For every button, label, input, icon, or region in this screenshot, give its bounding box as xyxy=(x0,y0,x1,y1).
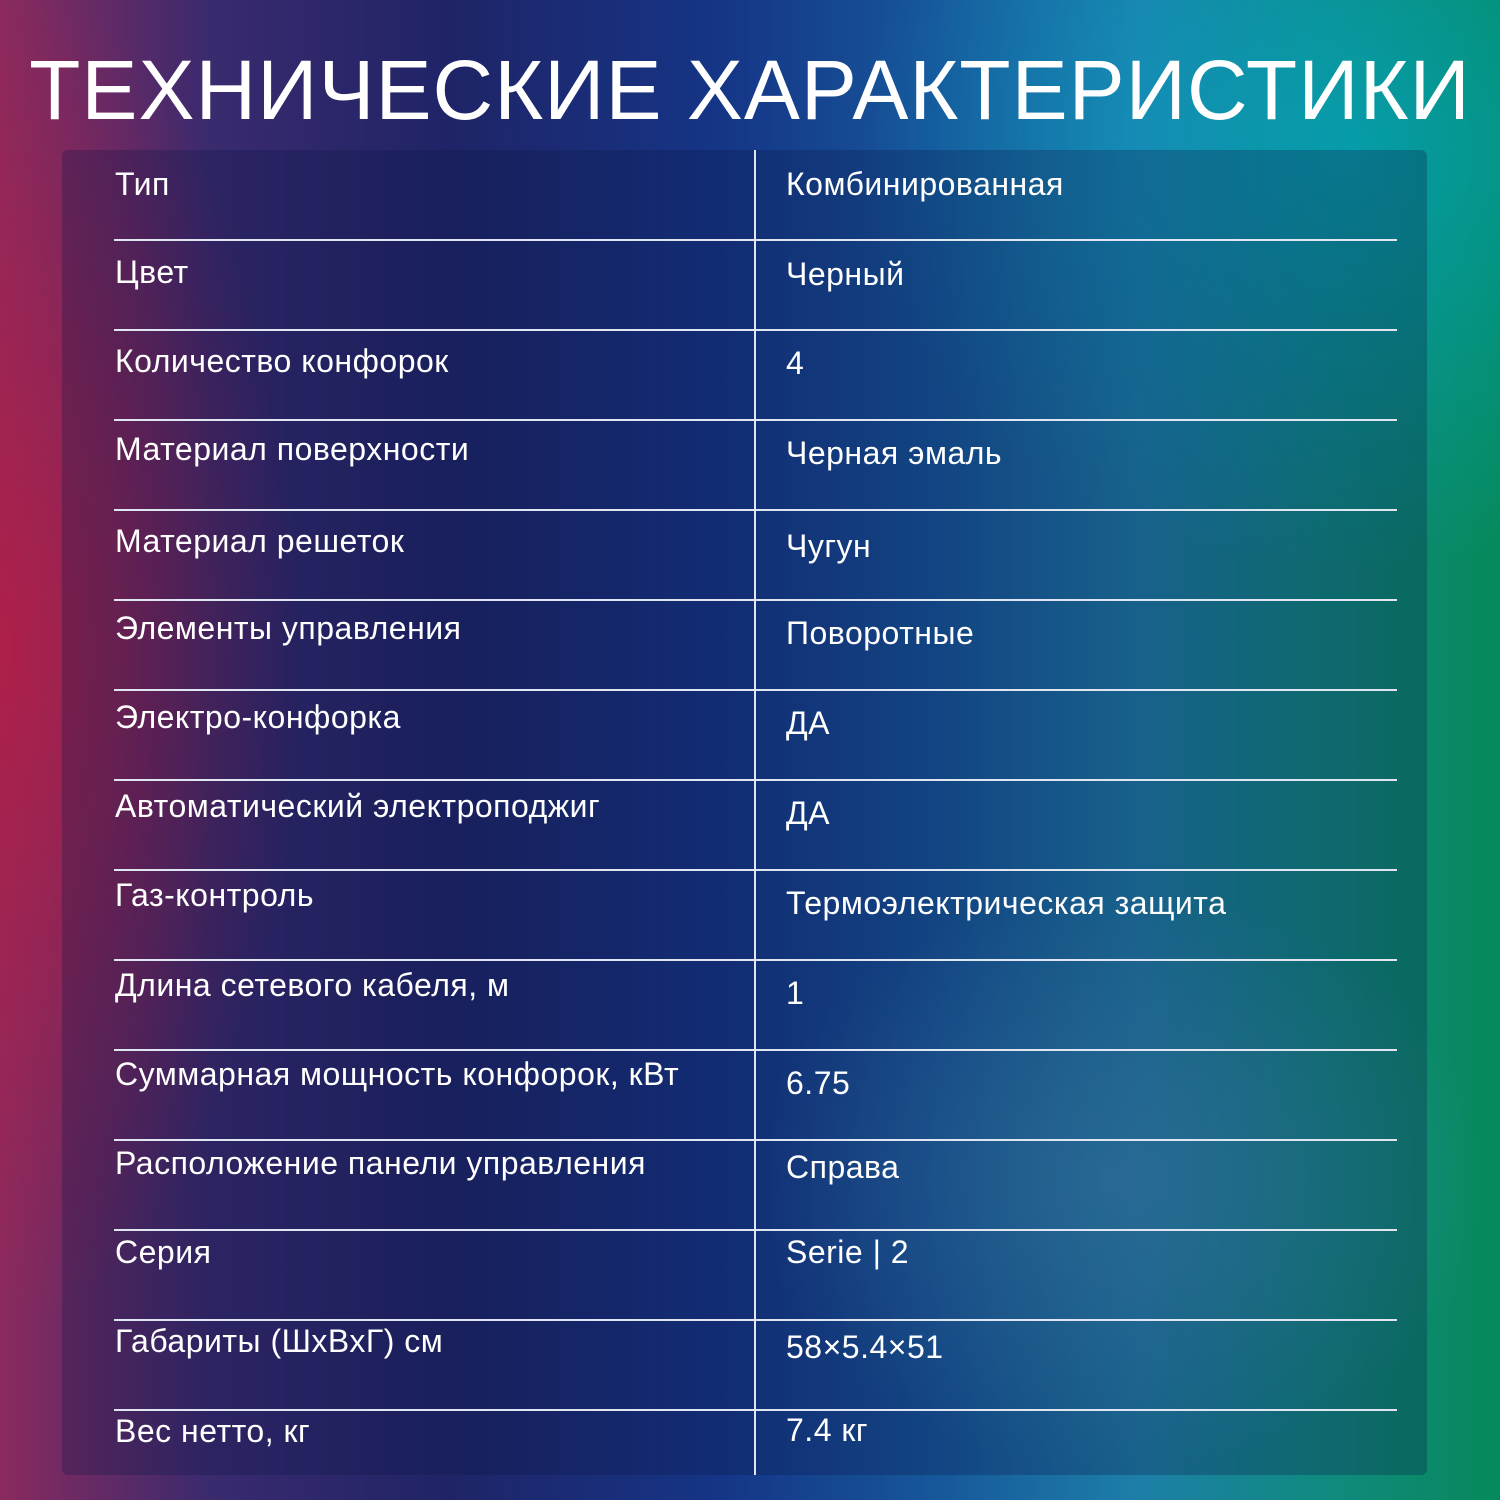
spec-value: Чугун xyxy=(786,528,872,564)
spec-label: Габариты (ШхВхГ) см xyxy=(115,1323,444,1359)
spec-label: Длина сетевого кабеля, м xyxy=(115,967,510,1003)
spec-label: Суммарная мощность конфорок, кВт xyxy=(115,1056,680,1092)
spec-value: 1 xyxy=(786,975,805,1011)
table-row xyxy=(0,1320,1500,1410)
table-row xyxy=(0,1140,1500,1230)
spec-value: 58×5.4×51 xyxy=(786,1329,944,1365)
spec-label: Элементы управления xyxy=(115,610,462,646)
table-row xyxy=(0,510,1500,600)
spec-value: Термоэлектрическая защита xyxy=(786,885,1227,921)
spec-label: Количество конфорок xyxy=(115,343,449,379)
table-row xyxy=(0,1050,1500,1140)
column-divider xyxy=(754,150,756,1475)
table-row xyxy=(0,1230,1500,1320)
spec-label: Серия xyxy=(115,1234,212,1270)
spec-value: ДА xyxy=(786,705,831,741)
table-row xyxy=(0,420,1500,510)
spec-label: Электро-конфорка xyxy=(115,699,401,735)
table-row xyxy=(0,600,1500,690)
table-row xyxy=(0,330,1500,420)
table-row xyxy=(0,240,1500,330)
spec-label: Газ-контроль xyxy=(115,877,315,913)
spec-label: Тип xyxy=(115,166,170,202)
spec-value: 7.4 кг xyxy=(786,1412,869,1448)
table-row xyxy=(0,150,1500,240)
page-title: ТЕХНИЧЕСКИЕ ХАРАКТЕРИСТИКИ xyxy=(29,43,1471,137)
spec-value: Черный xyxy=(786,256,905,292)
table-row xyxy=(0,960,1500,1050)
spec-value: ДА xyxy=(786,795,831,831)
table-row xyxy=(0,690,1500,780)
spec-label: Материал решеток xyxy=(115,523,405,559)
spec-label: Цвет xyxy=(115,254,189,290)
spec-label: Автоматический электроподжиг xyxy=(115,788,601,824)
spec-value: Черная эмаль xyxy=(786,435,1003,471)
spec-value: 6.75 xyxy=(786,1065,851,1101)
spec-value: Комбинированная xyxy=(786,166,1064,202)
spec-label: Расположение панели управления xyxy=(115,1145,646,1181)
table-row xyxy=(0,1410,1500,1500)
table-row xyxy=(0,870,1500,960)
spec-value: Справа xyxy=(786,1149,900,1185)
spec-label: Материал поверхности xyxy=(115,431,470,467)
spec-value: 4 xyxy=(786,345,805,381)
spec-value: Поворотные xyxy=(786,615,975,651)
spec-value: Serie | 2 xyxy=(786,1234,910,1270)
table-row xyxy=(0,780,1500,870)
spec-label: Вес нетто, кг xyxy=(115,1413,311,1449)
